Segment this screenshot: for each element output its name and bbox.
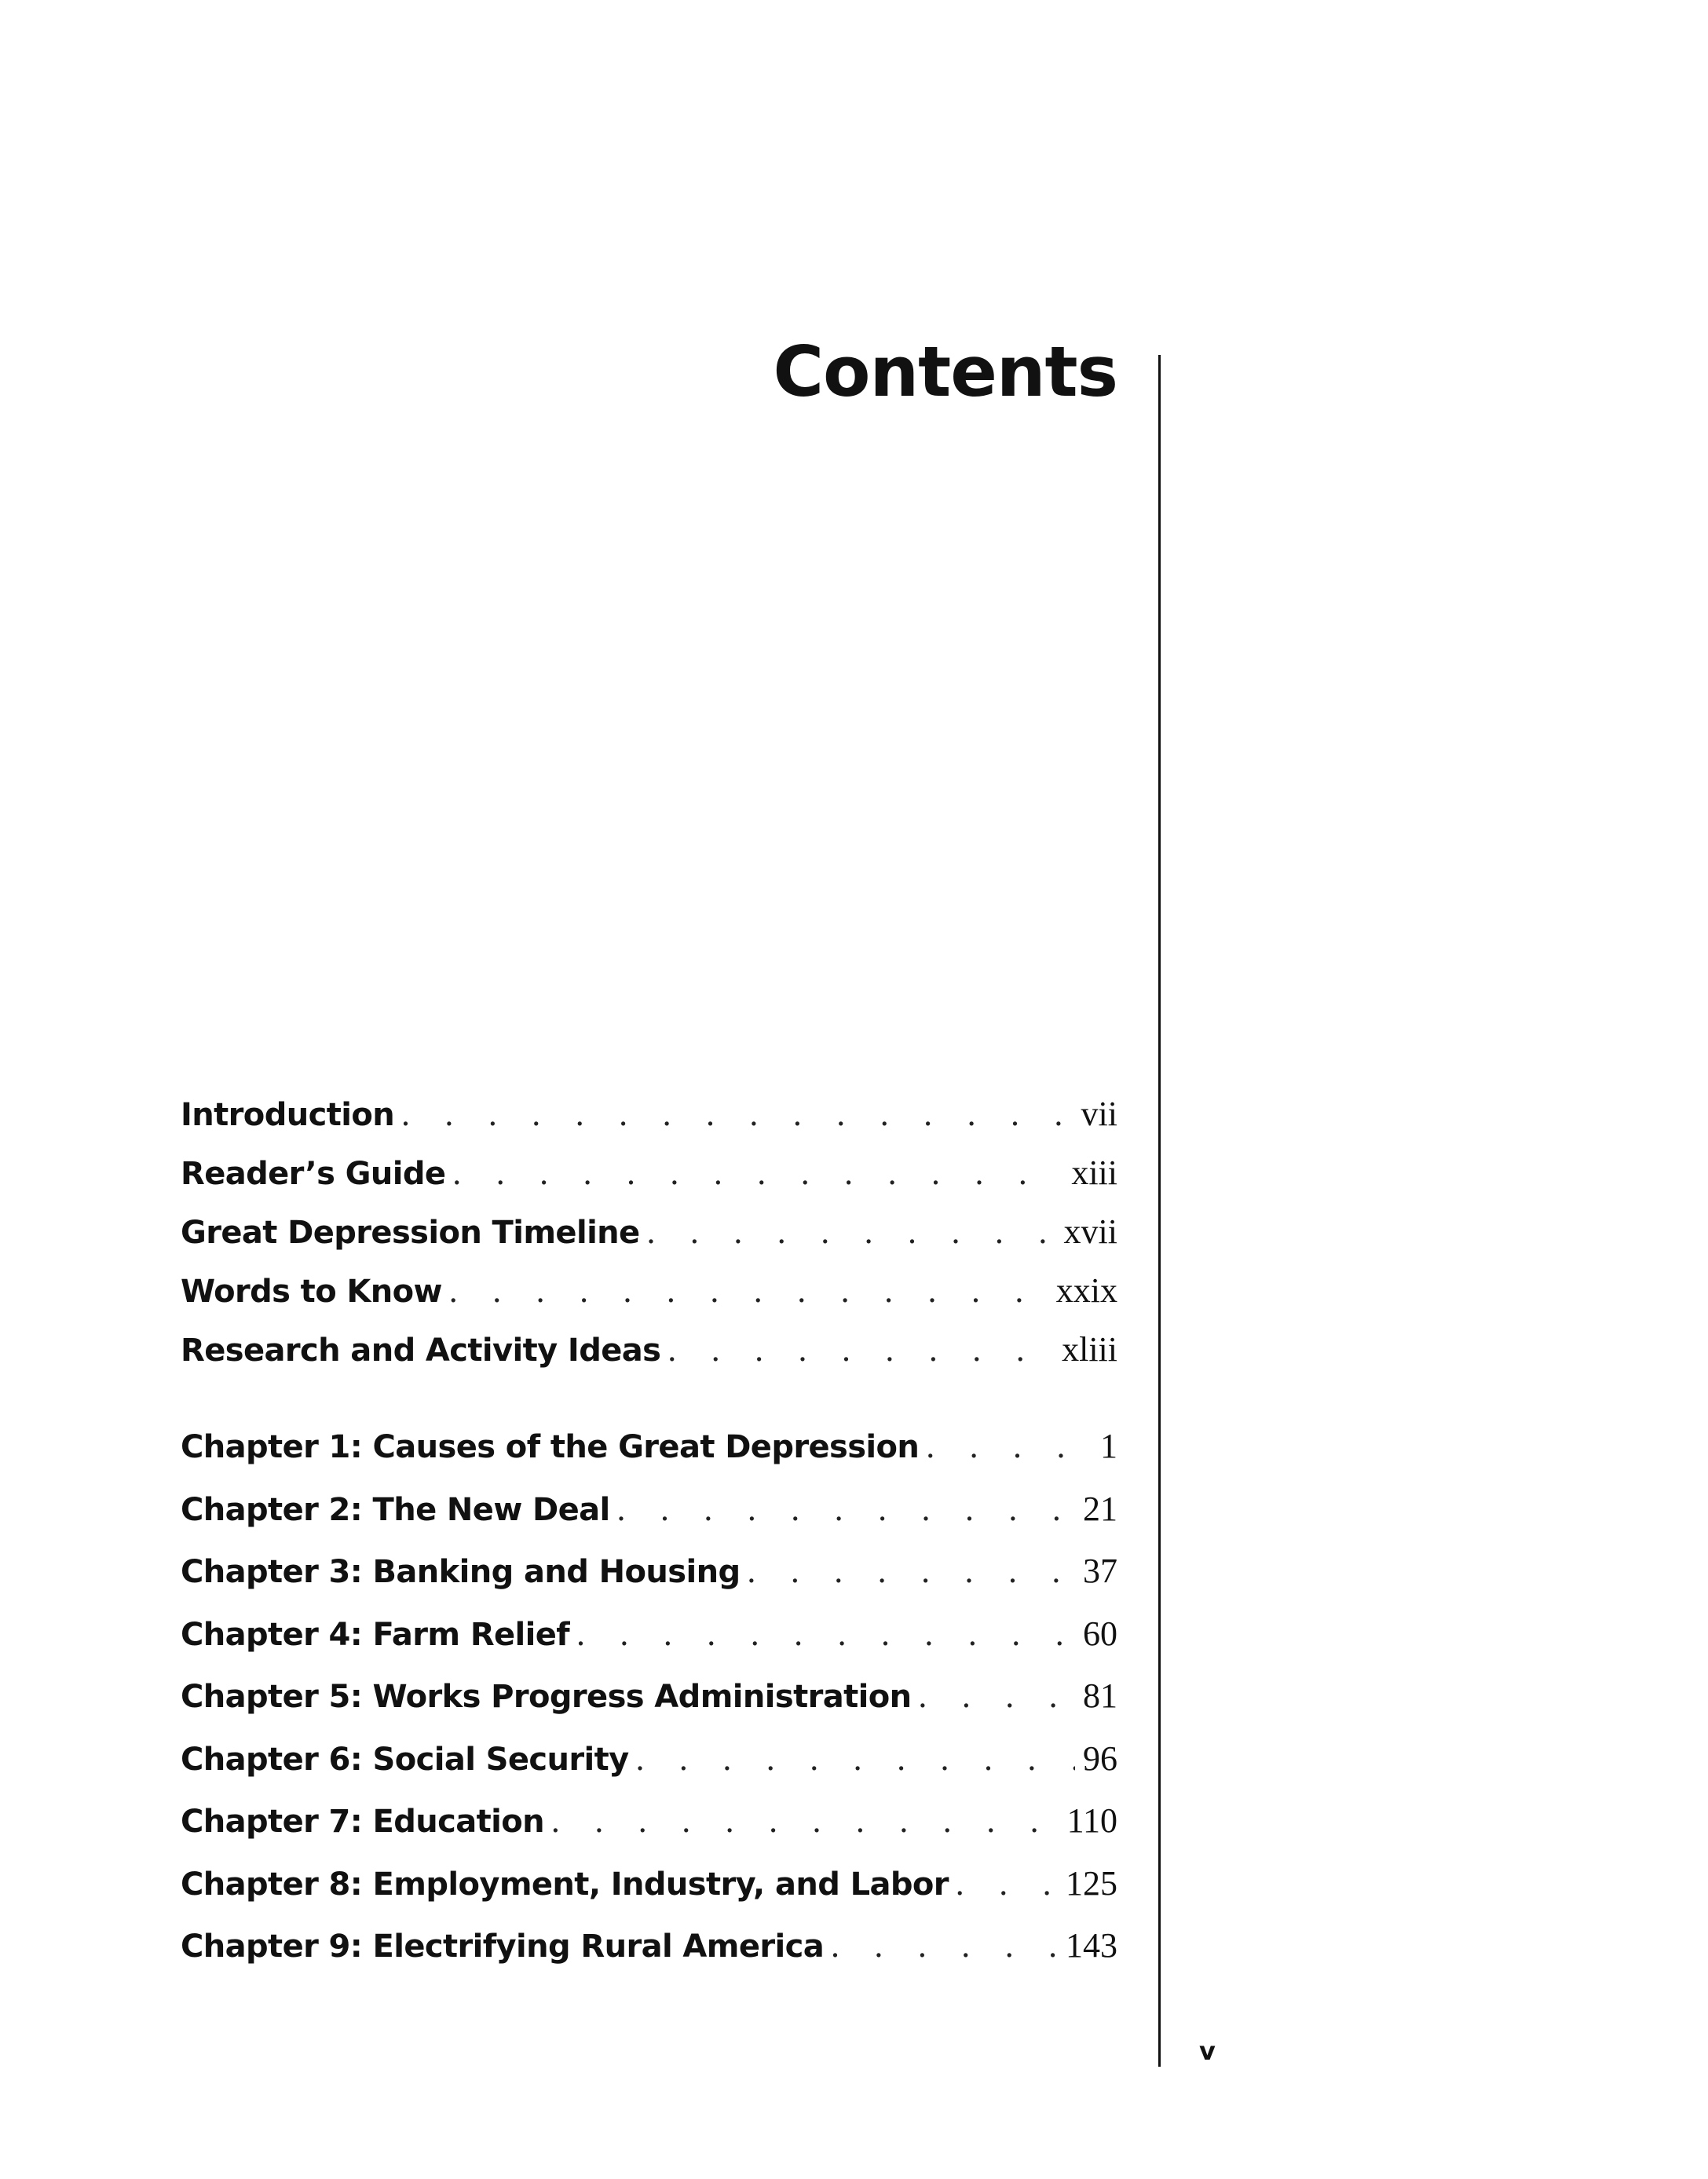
toc-entry[interactable]: [181, 1426, 1117, 1489]
toc-entry-page: 81: [1083, 1676, 1117, 1715]
toc-entry[interactable]: [181, 1094, 1117, 1153]
toc-entry-label: Chapter 4: Farm Relief: [181, 1616, 570, 1653]
toc-entry[interactable]: [181, 1153, 1117, 1212]
toc-entry-page: 21: [1083, 1489, 1117, 1528]
dot-leader: [400, 1097, 1073, 1133]
toc-entry-label: Reader’s Guide: [181, 1156, 446, 1192]
dot-leader: [747, 1554, 1075, 1590]
toc-entry-page: 110: [1066, 1801, 1117, 1840]
toc-entry-label: Chapter 9: Electrifying Rural America: [181, 1929, 825, 1965]
dot-leader: [635, 1742, 1075, 1778]
toc-entry-page: xxix: [1055, 1271, 1117, 1310]
toc-entry-page: xvii: [1063, 1212, 1117, 1251]
dot-leader: [925, 1429, 1092, 1465]
toc-entry-page: 37: [1083, 1552, 1117, 1590]
toc-entry-page: xliii: [1062, 1330, 1117, 1369]
toc-entry-label: Chapter 5: Works Progress Administration: [181, 1679, 912, 1715]
toc-entry[interactable]: [181, 1212, 1117, 1270]
dot-leader: [616, 1492, 1075, 1528]
page-number: v: [1199, 2036, 1216, 2066]
toc-entry[interactable]: [181, 1329, 1117, 1388]
front-matter-list: [181, 1094, 1117, 1388]
toc-entry[interactable]: [181, 1925, 1117, 1988]
toc-entry[interactable]: [181, 1551, 1117, 1614]
toc-entry[interactable]: [181, 1270, 1117, 1329]
toc-entry-label: Research and Activity Ideas: [181, 1333, 661, 1369]
page-title: Contents: [773, 331, 1117, 412]
toc-entry-page: 96: [1083, 1738, 1117, 1778]
toc-entry[interactable]: [181, 1801, 1117, 1863]
dot-leader: [667, 1333, 1054, 1369]
dot-leader: [448, 1274, 1048, 1310]
toc-entry-label: Chapter 7: Education: [181, 1804, 545, 1840]
toc-entry-page: 143: [1066, 1926, 1117, 1965]
toc-entry[interactable]: [181, 1489, 1117, 1552]
toc-entry-label: Great Depression Timeline: [181, 1215, 640, 1251]
toc-entry[interactable]: [181, 1676, 1117, 1738]
toc-entry-label: Chapter 8: Employment, Industry, and Labor: [181, 1866, 949, 1903]
toc-entry[interactable]: [181, 1863, 1117, 1926]
dot-leader: [576, 1617, 1075, 1653]
toc-entry-label: Chapter 6: Social Security: [181, 1741, 629, 1778]
toc-entry[interactable]: [181, 1614, 1117, 1676]
toc-entry-page: 60: [1083, 1614, 1117, 1653]
toc-entry-page: 125: [1066, 1863, 1117, 1903]
toc-entry[interactable]: [181, 1738, 1117, 1801]
dot-leader: [646, 1215, 1056, 1251]
toc-entry-page: xiii: [1071, 1153, 1117, 1192]
dot-leader: [550, 1804, 1059, 1840]
dot-leader: [452, 1156, 1063, 1192]
toc-entry-label: Words to Know: [181, 1274, 442, 1310]
vertical-divider: [1158, 355, 1161, 2067]
dot-leader: [918, 1679, 1075, 1715]
toc-entry-page: 1: [1100, 1427, 1117, 1465]
dot-leader: [830, 1929, 1058, 1965]
toc-entry-label: Chapter 1: Causes of the Great Depression: [181, 1429, 920, 1465]
dot-leader: [955, 1866, 1058, 1903]
toc-entry-label: Introduction: [181, 1097, 395, 1133]
toc-entry-label: Chapter 2: The New Deal: [181, 1491, 610, 1528]
chapter-list: [181, 1426, 1117, 1988]
toc-entry-label: Chapter 3: Banking and Housing: [181, 1554, 741, 1590]
toc-entry-page: vii: [1081, 1095, 1117, 1133]
